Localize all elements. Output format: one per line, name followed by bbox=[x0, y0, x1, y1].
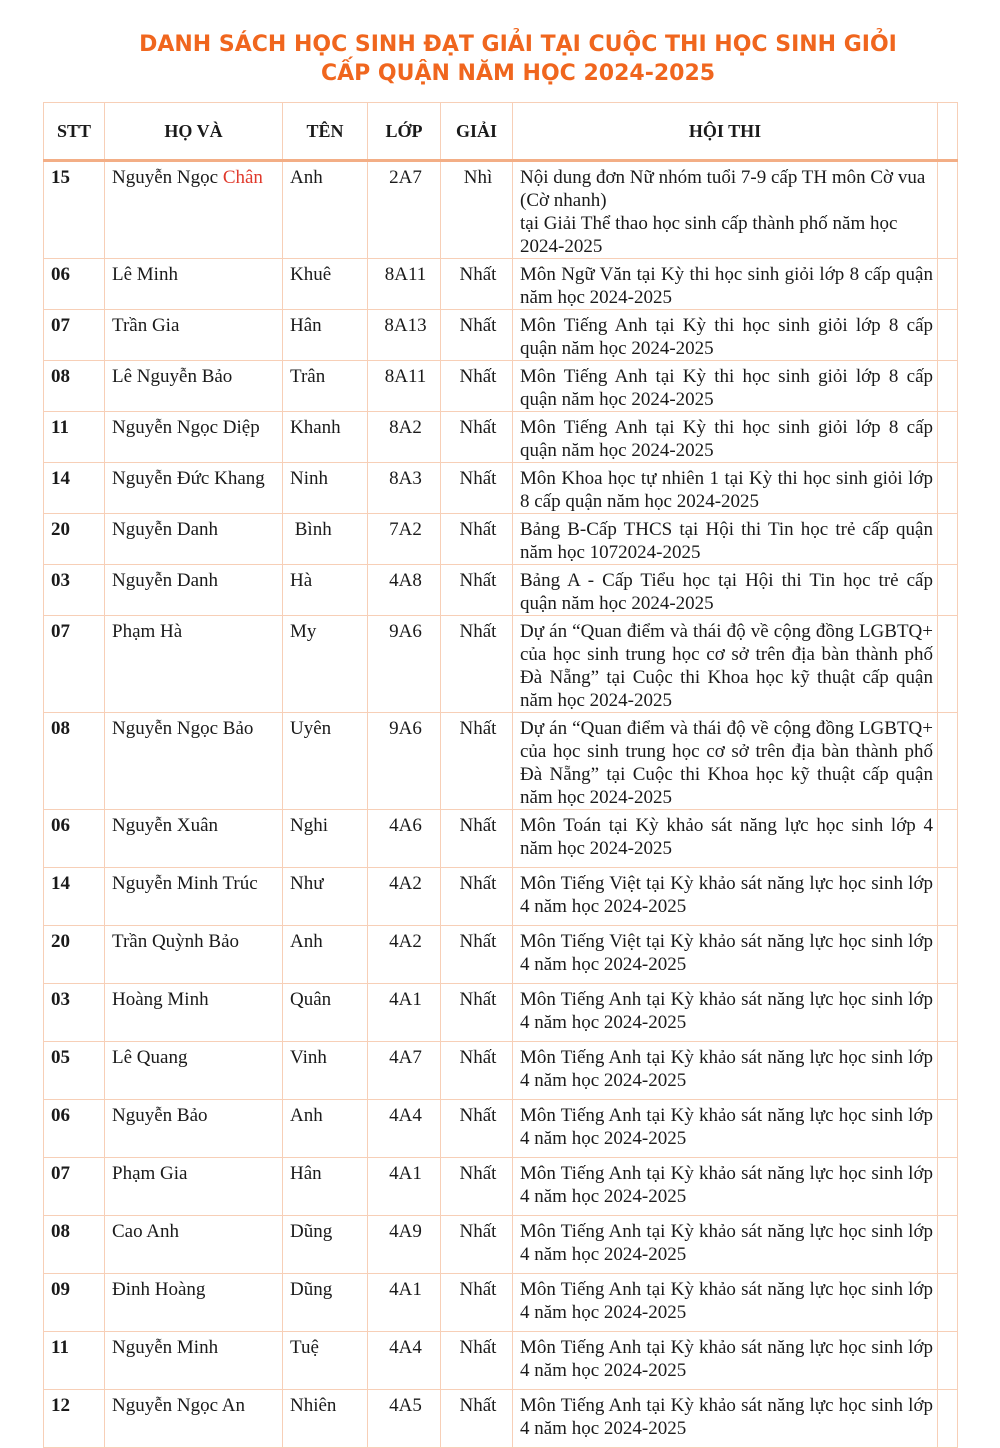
cell-giai: Nhất bbox=[441, 926, 513, 984]
cell-spacer bbox=[938, 1216, 958, 1274]
cell-ho bbox=[105, 1158, 283, 1216]
cell-ten: Hà bbox=[283, 565, 368, 616]
cell-stt: 20 bbox=[44, 514, 105, 565]
cell-hoi-thi-text: Môn Tiếng Anh tại Kỳ khảo sát năng lực học sinh lớp 4 năm học 2024-2025 bbox=[520, 1047, 933, 1091]
cell-lop: 8A13 bbox=[368, 310, 441, 361]
cell-stt: 06 bbox=[44, 259, 105, 310]
cell-ho-text: Nguyễn Ngọc Bảo bbox=[112, 718, 254, 739]
cell-hoi-thi-text: Môn Tiếng Việt tại Kỳ khảo sát năng lực học sinh lớp 4 năm học 2024-2025 bbox=[520, 931, 933, 975]
cell-ten: Dũng bbox=[283, 1274, 368, 1332]
cell-ho bbox=[105, 616, 283, 713]
cell-stt: 07 bbox=[44, 1158, 105, 1216]
cell-spacer bbox=[938, 1042, 958, 1100]
cell-ho-text: Đinh Hoàng bbox=[112, 1279, 206, 1300]
table-row bbox=[44, 259, 958, 310]
cell-ten: Anh bbox=[283, 926, 368, 984]
cell-ho bbox=[105, 259, 283, 310]
cell-hoi-thi-text: Môn Tiếng Anh tại Kỳ khảo sát năng lực học sinh lớp 4 năm học 2024-2025 bbox=[520, 1221, 933, 1265]
cell-stt: 07 bbox=[44, 616, 105, 713]
cell-giai: Nhì bbox=[441, 161, 513, 259]
cell-lop: 8A3 bbox=[368, 463, 441, 514]
cell-lop: 4A1 bbox=[368, 1158, 441, 1216]
cell-ten: Nghi bbox=[283, 810, 368, 868]
cell-giai: Nhất bbox=[441, 514, 513, 565]
cell-hoi-thi-text: Môn Khoa học tự nhiên 1 tại Kỳ thi học sinh giỏi lớp 8 cấp quận năm học 2024-2025 bbox=[520, 468, 933, 512]
cell-ho-text: Nguyễn Ngọc Diệp bbox=[112, 417, 260, 438]
cell-giai: Nhất bbox=[441, 1332, 513, 1390]
table-row bbox=[44, 1100, 958, 1158]
cell-ho bbox=[105, 713, 283, 810]
cell-lop: 4A4 bbox=[368, 1332, 441, 1390]
table-row bbox=[44, 161, 958, 259]
cell-hoi-thi bbox=[513, 1216, 938, 1274]
cell-lop: 4A2 bbox=[368, 868, 441, 926]
cell-giai: Nhất bbox=[441, 1042, 513, 1100]
cell-giai: Nhất bbox=[441, 868, 513, 926]
cell-ho-text: Trần Gia bbox=[112, 315, 180, 336]
cell-spacer bbox=[938, 463, 958, 514]
cell-hoi-thi bbox=[513, 1390, 938, 1448]
cell-lop: 4A1 bbox=[368, 984, 441, 1042]
cell-ho bbox=[105, 810, 283, 868]
table-row bbox=[44, 616, 958, 713]
cell-hoi-thi bbox=[513, 713, 938, 810]
table-row bbox=[44, 1158, 958, 1216]
cell-ho-text: Lê Minh bbox=[112, 264, 178, 285]
cell-hoi-thi bbox=[513, 412, 938, 463]
cell-ten: Tuệ bbox=[283, 1332, 368, 1390]
cell-giai: Nhất bbox=[441, 412, 513, 463]
table-row bbox=[44, 361, 958, 412]
cell-spacer bbox=[938, 361, 958, 412]
cell-lop: 4A7 bbox=[368, 1042, 441, 1100]
cell-lop: 9A6 bbox=[368, 713, 441, 810]
cell-stt: 03 bbox=[44, 984, 105, 1042]
cell-ho bbox=[105, 984, 283, 1042]
cell-ten: Vinh bbox=[283, 1042, 368, 1100]
header-spacer bbox=[938, 103, 958, 161]
cell-giai: Nhất bbox=[441, 361, 513, 412]
cell-stt: 11 bbox=[44, 412, 105, 463]
cell-hoi-thi-text: Môn Tiếng Việt tại Kỳ khảo sát năng lực học sinh lớp 4 năm học 2024-2025 bbox=[520, 873, 933, 917]
cell-spacer bbox=[938, 1100, 958, 1158]
cell-hoi-thi bbox=[513, 1158, 938, 1216]
cell-ho-text: Lê Nguyễn Bảo bbox=[112, 366, 233, 387]
cell-ho bbox=[105, 565, 283, 616]
cell-lop: 8A2 bbox=[368, 412, 441, 463]
cell-hoi-thi bbox=[513, 868, 938, 926]
cell-giai: Nhất bbox=[441, 713, 513, 810]
cell-ho bbox=[105, 310, 283, 361]
table-row bbox=[44, 1390, 958, 1448]
cell-hoi-thi-text: Dự án “Quan điểm và thái độ về cộng đồng LGBTQ+ của học sinh trung học cơ sở trên địa bàn thành phố Đà Nẵng” tại Cuộc thi Khoa học kỹ thuật cấp quận năm học 2024-2025 bbox=[520, 621, 933, 711]
table-row bbox=[44, 713, 958, 810]
cell-ho-text: Nguyễn Đức Khang bbox=[112, 468, 265, 489]
header-ten: TÊN bbox=[283, 103, 368, 161]
cell-ho bbox=[105, 926, 283, 984]
header-lop: LỚP bbox=[368, 103, 441, 161]
cell-lop: 8A11 bbox=[368, 361, 441, 412]
cell-stt: 08 bbox=[44, 713, 105, 810]
cell-ten: Khuê bbox=[283, 259, 368, 310]
cell-hoi-thi bbox=[513, 361, 938, 412]
cell-lop: 4A1 bbox=[368, 1274, 441, 1332]
cell-lop: 4A8 bbox=[368, 565, 441, 616]
cell-ten: Bình bbox=[283, 514, 368, 565]
cell-hoi-thi-text: Môn Ngữ Văn tại Kỳ thi học sinh giỏi lớp 8 cấp quận năm học 2024-2025 bbox=[520, 264, 933, 308]
table-row bbox=[44, 1042, 958, 1100]
cell-spacer bbox=[938, 259, 958, 310]
cell-hoi-thi-text: Môn Tiếng Anh tại Kỳ khảo sát năng lực học sinh lớp 4 năm học 2024-2025 bbox=[520, 1279, 933, 1323]
cell-hoi-thi bbox=[513, 616, 938, 713]
cell-ho-text: Hoàng Minh bbox=[112, 989, 209, 1010]
cell-ho-text: Nguyễn Danh bbox=[112, 570, 219, 591]
cell-ho-text: Trần Quỳnh Bảo bbox=[112, 931, 240, 952]
cell-hoi-thi-text: Môn Tiếng Anh tại Kỳ khảo sát năng lực học sinh lớp 4 năm học 2024-2025 bbox=[520, 1337, 933, 1381]
cell-spacer bbox=[938, 1274, 958, 1332]
header-stt: STT bbox=[44, 103, 105, 161]
cell-spacer bbox=[938, 713, 958, 810]
cell-giai: Nhất bbox=[441, 259, 513, 310]
cell-giai: Nhất bbox=[441, 810, 513, 868]
cell-spacer bbox=[938, 1158, 958, 1216]
cell-ho-text: Nguyễn Minh Trúc bbox=[112, 873, 258, 894]
cell-hoi-thi-text: Môn Toán tại Kỳ khảo sát năng lực học sinh lớp 4 năm học 2024-2025 bbox=[520, 815, 933, 859]
cell-hoi-thi bbox=[513, 259, 938, 310]
table-row bbox=[44, 1332, 958, 1390]
cell-hoi-thi-text: Môn Tiếng Anh tại Kỳ khảo sát năng lực học sinh lớp 4 năm học 2024-2025 bbox=[520, 1163, 933, 1207]
title-line-1: DANH SÁCH HỌC SINH ĐẠT GIẢI TẠI CUỘC THI HỌC SINH GIỎI bbox=[139, 32, 897, 57]
cell-hoi-thi bbox=[513, 926, 938, 984]
cell-hoi-thi-text: Dự án “Quan điểm và thái độ về cộng đồng LGBTQ+ của học sinh trung học cơ sở trên địa bàn thành phố Đà Nẵng” tại Cuộc thi Khoa học kỹ thuật cấp quận năm học 2024-2025 bbox=[520, 718, 933, 808]
cell-giai: Nhất bbox=[441, 616, 513, 713]
cell-spacer bbox=[938, 1390, 958, 1448]
cell-spacer bbox=[938, 616, 958, 713]
cell-spacer bbox=[938, 565, 958, 616]
cell-ho-text: Nguyễn Minh bbox=[112, 1337, 219, 1358]
table-header-row bbox=[44, 103, 958, 161]
cell-giai: Nhất bbox=[441, 1390, 513, 1448]
table-row bbox=[44, 810, 958, 868]
cell-hoi-thi-text: Môn Tiếng Anh tại Kỳ khảo sát năng lực học sinh lớp 4 năm học 2024-2025 bbox=[520, 989, 933, 1033]
cell-giai: Nhất bbox=[441, 565, 513, 616]
cell-giai: Nhất bbox=[441, 1158, 513, 1216]
table-row bbox=[44, 310, 958, 361]
cell-ho-text: Nguyễn Xuân bbox=[112, 815, 219, 836]
cell-hoi-thi bbox=[513, 310, 938, 361]
cell-spacer bbox=[938, 926, 958, 984]
cell-giai: Nhất bbox=[441, 463, 513, 514]
cell-lop: 4A9 bbox=[368, 1216, 441, 1274]
cell-lop: 4A4 bbox=[368, 1100, 441, 1158]
cell-ho bbox=[105, 1332, 283, 1390]
cell-hoi-thi bbox=[513, 463, 938, 514]
cell-hoi-thi-text: Môn Tiếng Anh tại Kỳ thi học sinh giỏi lớp 8 cấp quận năm học 2024-2025 bbox=[520, 315, 933, 359]
cell-ten: Hân bbox=[283, 310, 368, 361]
cell-giai: Nhất bbox=[441, 1100, 513, 1158]
cell-hoi-thi-text: Bảng A - Cấp Tiểu học tại Hội thi Tin học trẻ cấp quận năm học 2024-2025 bbox=[520, 570, 933, 614]
table-body bbox=[44, 161, 958, 1448]
cell-ten: Quân bbox=[283, 984, 368, 1042]
awards-table bbox=[43, 102, 958, 1448]
cell-ho-text: Phạm Gia bbox=[112, 1163, 188, 1184]
cell-ten: Uyên bbox=[283, 713, 368, 810]
cell-spacer bbox=[938, 412, 958, 463]
cell-lop: 4A2 bbox=[368, 926, 441, 984]
cell-ten: Hân bbox=[283, 1158, 368, 1216]
cell-spacer bbox=[938, 310, 958, 361]
cell-spacer bbox=[938, 161, 958, 259]
cell-ho bbox=[105, 463, 283, 514]
cell-ho bbox=[105, 361, 283, 412]
cell-lop: 8A11 bbox=[368, 259, 441, 310]
cell-stt: 06 bbox=[44, 810, 105, 868]
cell-stt: 05 bbox=[44, 1042, 105, 1100]
cell-hoi-thi bbox=[513, 984, 938, 1042]
cell-ten: My bbox=[283, 616, 368, 713]
cell-stt: 20 bbox=[44, 926, 105, 984]
cell-hoi-thi-text: Môn Tiếng Anh tại Kỳ thi học sinh giỏi lớp 8 cấp quận năm học 2024-2025 bbox=[520, 366, 933, 410]
cell-lop: 7A2 bbox=[368, 514, 441, 565]
cell-ho bbox=[105, 1390, 283, 1448]
table-row bbox=[44, 926, 958, 984]
cell-ho-text: Nguyễn Bảo bbox=[112, 1105, 208, 1126]
cell-hoi-thi-text: Môn Tiếng Anh tại Kỳ khảo sát năng lực học sinh lớp 4 năm học 2024-2025 bbox=[520, 1395, 933, 1439]
header-hoi-thi: HỘI THI bbox=[513, 103, 938, 161]
cell-hoi-thi bbox=[513, 1332, 938, 1390]
table-row bbox=[44, 1274, 958, 1332]
table-row bbox=[44, 463, 958, 514]
table-row bbox=[44, 1216, 958, 1274]
cell-spacer bbox=[938, 514, 958, 565]
cell-giai: Nhất bbox=[441, 984, 513, 1042]
cell-hoi-thi-text: Bảng B-Cấp THCS tại Hội thi Tin học trẻ cấp quận năm học 1072024-2025 bbox=[520, 519, 933, 563]
cell-stt: 14 bbox=[44, 463, 105, 514]
cell-ten: Ninh bbox=[283, 463, 368, 514]
cell-ho bbox=[105, 868, 283, 926]
cell-giai: Nhất bbox=[441, 310, 513, 361]
cell-ho-text: Phạm Hà bbox=[112, 621, 183, 642]
cell-ho bbox=[105, 1100, 283, 1158]
cell-stt: 06 bbox=[44, 1100, 105, 1158]
cell-ten: Anh bbox=[283, 1100, 368, 1158]
cell-ho-text: Nguyễn Ngọc bbox=[112, 167, 223, 188]
cell-hoi-thi-text: Nội dung đơn Nữ nhóm tuổi 7-9 cấp TH môn Cờ vua (Cờ nhanh) bbox=[520, 167, 926, 211]
cell-lop: 2A7 bbox=[368, 161, 441, 259]
table-row bbox=[44, 984, 958, 1042]
cell-hoi-thi bbox=[513, 514, 938, 565]
cell-lop: 9A6 bbox=[368, 616, 441, 713]
header-ho: HỌ VÀ bbox=[105, 103, 283, 161]
cell-spacer bbox=[938, 810, 958, 868]
cell-stt: 07 bbox=[44, 310, 105, 361]
cell-lop: 4A5 bbox=[368, 1390, 441, 1448]
document-title bbox=[0, 30, 1000, 88]
cell-lop: 4A6 bbox=[368, 810, 441, 868]
cell-hoi-thi bbox=[513, 565, 938, 616]
cell-ho bbox=[105, 412, 283, 463]
cell-ten: Nhiên bbox=[283, 1390, 368, 1448]
cell-giai: Nhất bbox=[441, 1274, 513, 1332]
cell-spacer bbox=[938, 868, 958, 926]
cell-stt: 08 bbox=[44, 1216, 105, 1274]
cell-stt: 15 bbox=[44, 161, 105, 259]
cell-stt: 14 bbox=[44, 868, 105, 926]
title-line-2: CẤP QUẬN NĂM HỌC 2024-2025 bbox=[320, 61, 716, 86]
cell-ho bbox=[105, 1042, 283, 1100]
cell-spacer bbox=[938, 1332, 958, 1390]
cell-hoi-thi-text: Môn Tiếng Anh tại Kỳ thi học sinh giỏi lớp 8 cấp quận năm học 2024-2025 bbox=[520, 417, 933, 461]
cell-stt: 09 bbox=[44, 1274, 105, 1332]
cell-ho bbox=[105, 161, 283, 259]
table-row bbox=[44, 565, 958, 616]
cell-ho bbox=[105, 514, 283, 565]
cell-ten: Trân bbox=[283, 361, 368, 412]
cell-ten: Như bbox=[283, 868, 368, 926]
cell-stt: 11 bbox=[44, 1332, 105, 1390]
cell-hoi-thi-text-2: tại Giải Thể thao học sinh cấp thành phố năm học 2024-2025 bbox=[520, 213, 898, 257]
cell-hoi-thi bbox=[513, 161, 938, 259]
cell-hoi-thi bbox=[513, 1100, 938, 1158]
cell-stt: 12 bbox=[44, 1390, 105, 1448]
cell-ten: Dũng bbox=[283, 1216, 368, 1274]
cell-ho-text: Nguyễn Danh bbox=[112, 519, 219, 540]
cell-stt: 08 bbox=[44, 361, 105, 412]
cell-ten: Khanh bbox=[283, 412, 368, 463]
table-row bbox=[44, 514, 958, 565]
cell-stt: 03 bbox=[44, 565, 105, 616]
cell-hoi-thi bbox=[513, 810, 938, 868]
cell-ho-text: Lê Quang bbox=[112, 1047, 188, 1068]
cell-ho-text: Nguyễn Ngọc An bbox=[112, 1395, 245, 1416]
cell-spacer bbox=[938, 984, 958, 1042]
cell-ho bbox=[105, 1216, 283, 1274]
cell-giai: Nhất bbox=[441, 1216, 513, 1274]
table-row bbox=[44, 412, 958, 463]
table-row bbox=[44, 868, 958, 926]
header-giai: GIẢI bbox=[441, 103, 513, 161]
cell-hoi-thi bbox=[513, 1274, 938, 1332]
cell-ho bbox=[105, 1274, 283, 1332]
cell-ho-highlight: Chân bbox=[222, 167, 263, 188]
cell-hoi-thi bbox=[513, 1042, 938, 1100]
cell-hoi-thi-text: Môn Tiếng Anh tại Kỳ khảo sát năng lực học sinh lớp 4 năm học 2024-2025 bbox=[520, 1105, 933, 1149]
cell-ten: Anh bbox=[283, 161, 368, 259]
cell-ho-text: Cao Anh bbox=[112, 1221, 180, 1242]
